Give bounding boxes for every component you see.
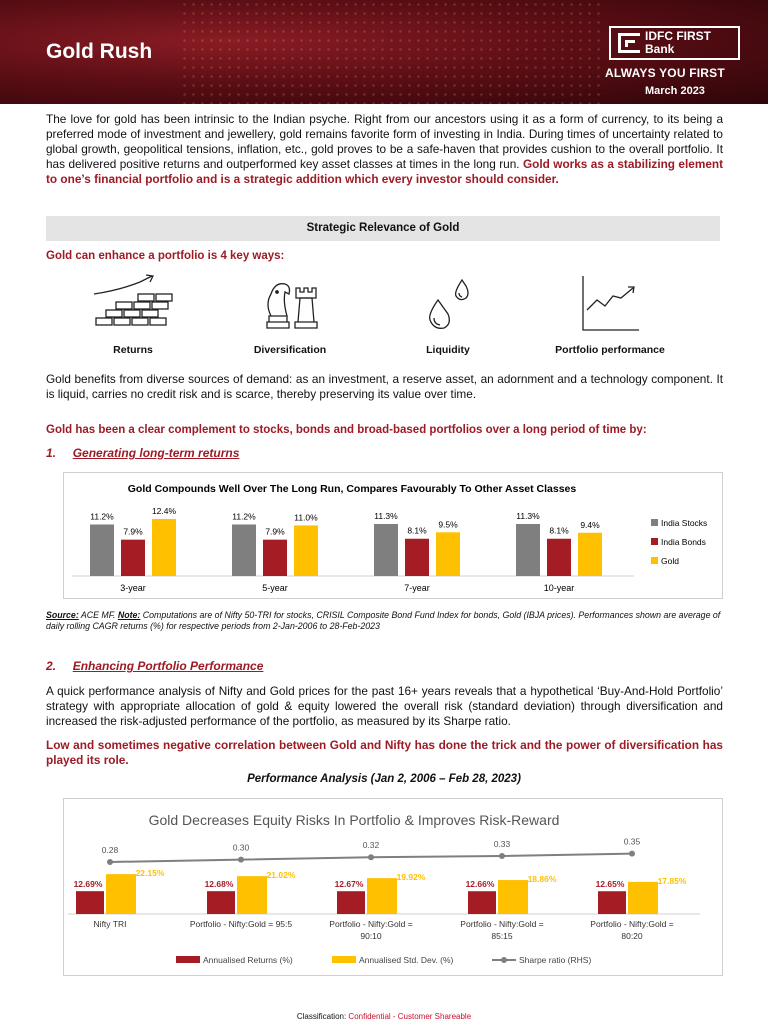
- bar-india-bonds: [547, 539, 571, 576]
- bar-returns: [598, 891, 626, 914]
- category-label: 85:15: [491, 931, 513, 941]
- data-label: 12.69%: [73, 879, 103, 890]
- sharpe-point: [629, 851, 635, 857]
- category-label: 7-year: [404, 583, 430, 593]
- point2-heading: [46, 659, 263, 673]
- data-label: 18.86%: [527, 874, 557, 885]
- legend-swatch: [651, 557, 658, 564]
- bar-gold: [436, 532, 460, 576]
- sharpe-label: 0.32: [362, 840, 380, 851]
- logo-text: [645, 30, 711, 56]
- section-title: Strategic Relevance of Gold: [46, 216, 720, 241]
- sharpe-point: [238, 857, 244, 863]
- category-label: 5-year: [262, 583, 288, 593]
- data-label: 12.66%: [465, 879, 495, 890]
- legend-label: Gold: [661, 556, 679, 566]
- data-label: 8.1%: [549, 525, 569, 536]
- source-label: Source:: [46, 610, 79, 620]
- data-label: 9.5%: [438, 519, 458, 530]
- bar-std-dev: [498, 880, 528, 914]
- complement-heading: Gold has been a clear complement to stocks, bonds and broad-based portfolios over a long period of time by:: [46, 424, 647, 436]
- bar-returns: [337, 891, 365, 914]
- logo-mark-icon: [618, 33, 640, 53]
- point1-num: 1.: [46, 446, 57, 460]
- benefits-paragraph: Gold benefits from diverse sources of demand: as an investment, a reserve asset, an adornment and a technology component. It is liquid, carries no credit risk and is scarce, thereby preserving its value over time.: [46, 372, 723, 401]
- bar-india-bonds: [121, 540, 145, 576]
- legend-swatch: [176, 956, 200, 963]
- footer-value: Confidential - Customer Shareable: [348, 1012, 472, 1021]
- logo-line2: Bank: [645, 42, 675, 56]
- bar-india-stocks: [374, 524, 398, 576]
- bar-std-dev: [106, 874, 136, 914]
- issue-date: March 2023: [645, 85, 705, 97]
- category-label: Portfolio - Nifty:Gold =: [590, 919, 674, 929]
- category-label: Portfolio - Nifty:Gold =: [329, 919, 413, 929]
- logo-line1: IDFC FIRST: [645, 29, 711, 43]
- bar-returns: [207, 891, 235, 914]
- point1-heading: [46, 446, 239, 460]
- data-label: 12.68%: [204, 879, 234, 890]
- chart-title: Gold Compounds Well Over The Long Run, Compares Favourably To Other Asset Classes: [127, 483, 577, 495]
- legend-swatch: [651, 519, 658, 526]
- legend-label: Annualised Returns (%): [203, 955, 293, 965]
- sharpe-label: 0.33: [493, 839, 511, 849]
- header-banner: [0, 0, 768, 104]
- category-label: Nifty TRI: [93, 919, 127, 929]
- perf-analysis-title: Performance Analysis (Jan 2, 2006 – Feb 28, 2023): [247, 773, 521, 785]
- risk-reward-chart: [63, 798, 723, 976]
- legend-label: India Bonds: [661, 537, 706, 547]
- bar-india-stocks: [516, 524, 540, 576]
- sharpe-point: [499, 853, 505, 859]
- bar-returns: [468, 891, 496, 914]
- bar-gold: [578, 533, 602, 576]
- data-label: 11.3%: [374, 511, 398, 522]
- bar-std-dev: [367, 878, 397, 914]
- note-label: Note:: [117, 610, 141, 620]
- tagline: ALWAYS YOU FIRST: [605, 66, 725, 80]
- note-text: Computations are of Nifty 50-TRI for stocks, CRISIL Composite Bond Fund Index for bonds, Gold (IBJA prices). Performances shown are average of daily rolling CAGR returns (%) for respective periods from 2-Jan-2006 to 28-Feb-2023: [46, 610, 721, 631]
- analysis-paragraph: A quick performance analysis of Nifty and Gold prices for the past 16+ years reveals that a hypothetical ‘Buy-And-Hold Portfolio’ strategy with appropriate allocation of gold & equity lowered the overall risk (standard deviation) through diversification and increased the risk-adjusted performance of the portfolio, as measured by its Sharpe ratio.: [46, 684, 723, 728]
- legend-swatch: [332, 956, 356, 963]
- way-label-returns: Returns: [113, 344, 153, 356]
- category-label: 90:10: [360, 931, 382, 941]
- header-pattern: [180, 0, 600, 104]
- legend-label: Sharpe ratio (RHS): [519, 955, 592, 965]
- legend-marker: [501, 957, 507, 963]
- sharpe-point: [107, 859, 113, 865]
- data-label: 19.92%: [396, 872, 426, 883]
- way-label-performance: Portfolio performance: [555, 344, 665, 356]
- footer-label: Classification:: [296, 1012, 349, 1021]
- sharpe-label: 0.30: [232, 842, 250, 853]
- intro-paragraph: [46, 112, 723, 187]
- data-label: 12.67%: [334, 879, 364, 890]
- chart-title: Gold Decreases Equity Risks In Portfolio & Improves Risk-Reward: [148, 812, 560, 828]
- data-label: 17.85%: [657, 875, 687, 886]
- data-label: 11.0%: [294, 512, 318, 523]
- data-label: 8.1%: [407, 525, 427, 536]
- intro-text: The love for gold has been intrinsic to the Indian psyche. Right from our ancestors using it as a form of currency, to its being a preferred mode of investment and jewellery, gold remains favorite form of investing in India. During times of uncertainty related to global growth, geopolitical tensions, inflation, etc., gold proves to be a safe-haven that provides cushion to the overall portfolio. It has delivered positive returns and outperformed key asset classes at times in the long run.: [46, 112, 723, 171]
- point2-title: Enhancing Portfolio Performance: [72, 659, 264, 673]
- brand-logo: [609, 26, 740, 60]
- ways-heading: Gold can enhance a portfolio is 4 key ways:: [46, 250, 285, 262]
- returns-chart: [63, 472, 723, 599]
- risk-reward-chart-svg: [64, 799, 722, 975]
- data-label: 22.15%: [135, 868, 165, 879]
- category-label: Portfolio - Nifty:Gold =: [460, 919, 544, 929]
- intro-highlight: Gold works as a stabilizing element to one’s financial portfolio and is a strategic addition which every investor should consider.: [46, 157, 724, 186]
- way-label-liquidity: Liquidity: [426, 344, 470, 356]
- returns-chart-svg: [64, 473, 722, 598]
- point2-num: 2.: [46, 659, 57, 673]
- data-label: 12.65%: [595, 879, 625, 890]
- source-text: ACE MF.: [78, 610, 118, 620]
- category-label: 80:20: [621, 931, 643, 941]
- bar-gold: [152, 519, 176, 576]
- data-label: 11.2%: [90, 511, 114, 522]
- category-label: Portfolio - Nifty:Gold = 95:5: [189, 919, 293, 929]
- bar-india-stocks: [232, 524, 256, 576]
- bar-std-dev: [237, 876, 267, 914]
- data-label: 7.9%: [123, 526, 143, 537]
- way-label-diversification: Diversification: [253, 344, 327, 356]
- legend-label: Annualised Std. Dev. (%): [359, 955, 454, 965]
- category-label: 10-year: [543, 583, 575, 593]
- data-label: 7.9%: [265, 526, 285, 537]
- data-label: 21.02%: [266, 870, 296, 881]
- bar-returns: [76, 891, 104, 914]
- page-title: Gold Rush: [46, 40, 153, 63]
- correlation-paragraph: Low and sometimes negative correlation between Gold and Nifty has done the trick and the power of diversification has played its role.: [46, 738, 723, 767]
- bar-india-bonds: [405, 539, 429, 576]
- sharpe-label: 0.35: [623, 836, 641, 847]
- bar-india-stocks: [90, 524, 114, 576]
- source-note: [46, 610, 726, 632]
- data-label: 12.4%: [151, 505, 177, 516]
- data-label: 11.2%: [232, 511, 256, 522]
- legend-swatch: [651, 538, 658, 545]
- legend-label: India Stocks: [661, 518, 708, 528]
- category-label: 3-year: [120, 583, 146, 593]
- data-label: 11.3%: [516, 511, 540, 522]
- sharpe-label: 0.28: [101, 845, 119, 855]
- bar-gold: [294, 525, 318, 576]
- sharpe-point: [368, 854, 374, 860]
- footer-classification: [0, 1012, 768, 1021]
- bar-india-bonds: [263, 540, 287, 576]
- bar-std-dev: [628, 882, 658, 914]
- data-label: 9.4%: [580, 519, 600, 530]
- point1-title: Generating long-term returns: [72, 446, 240, 460]
